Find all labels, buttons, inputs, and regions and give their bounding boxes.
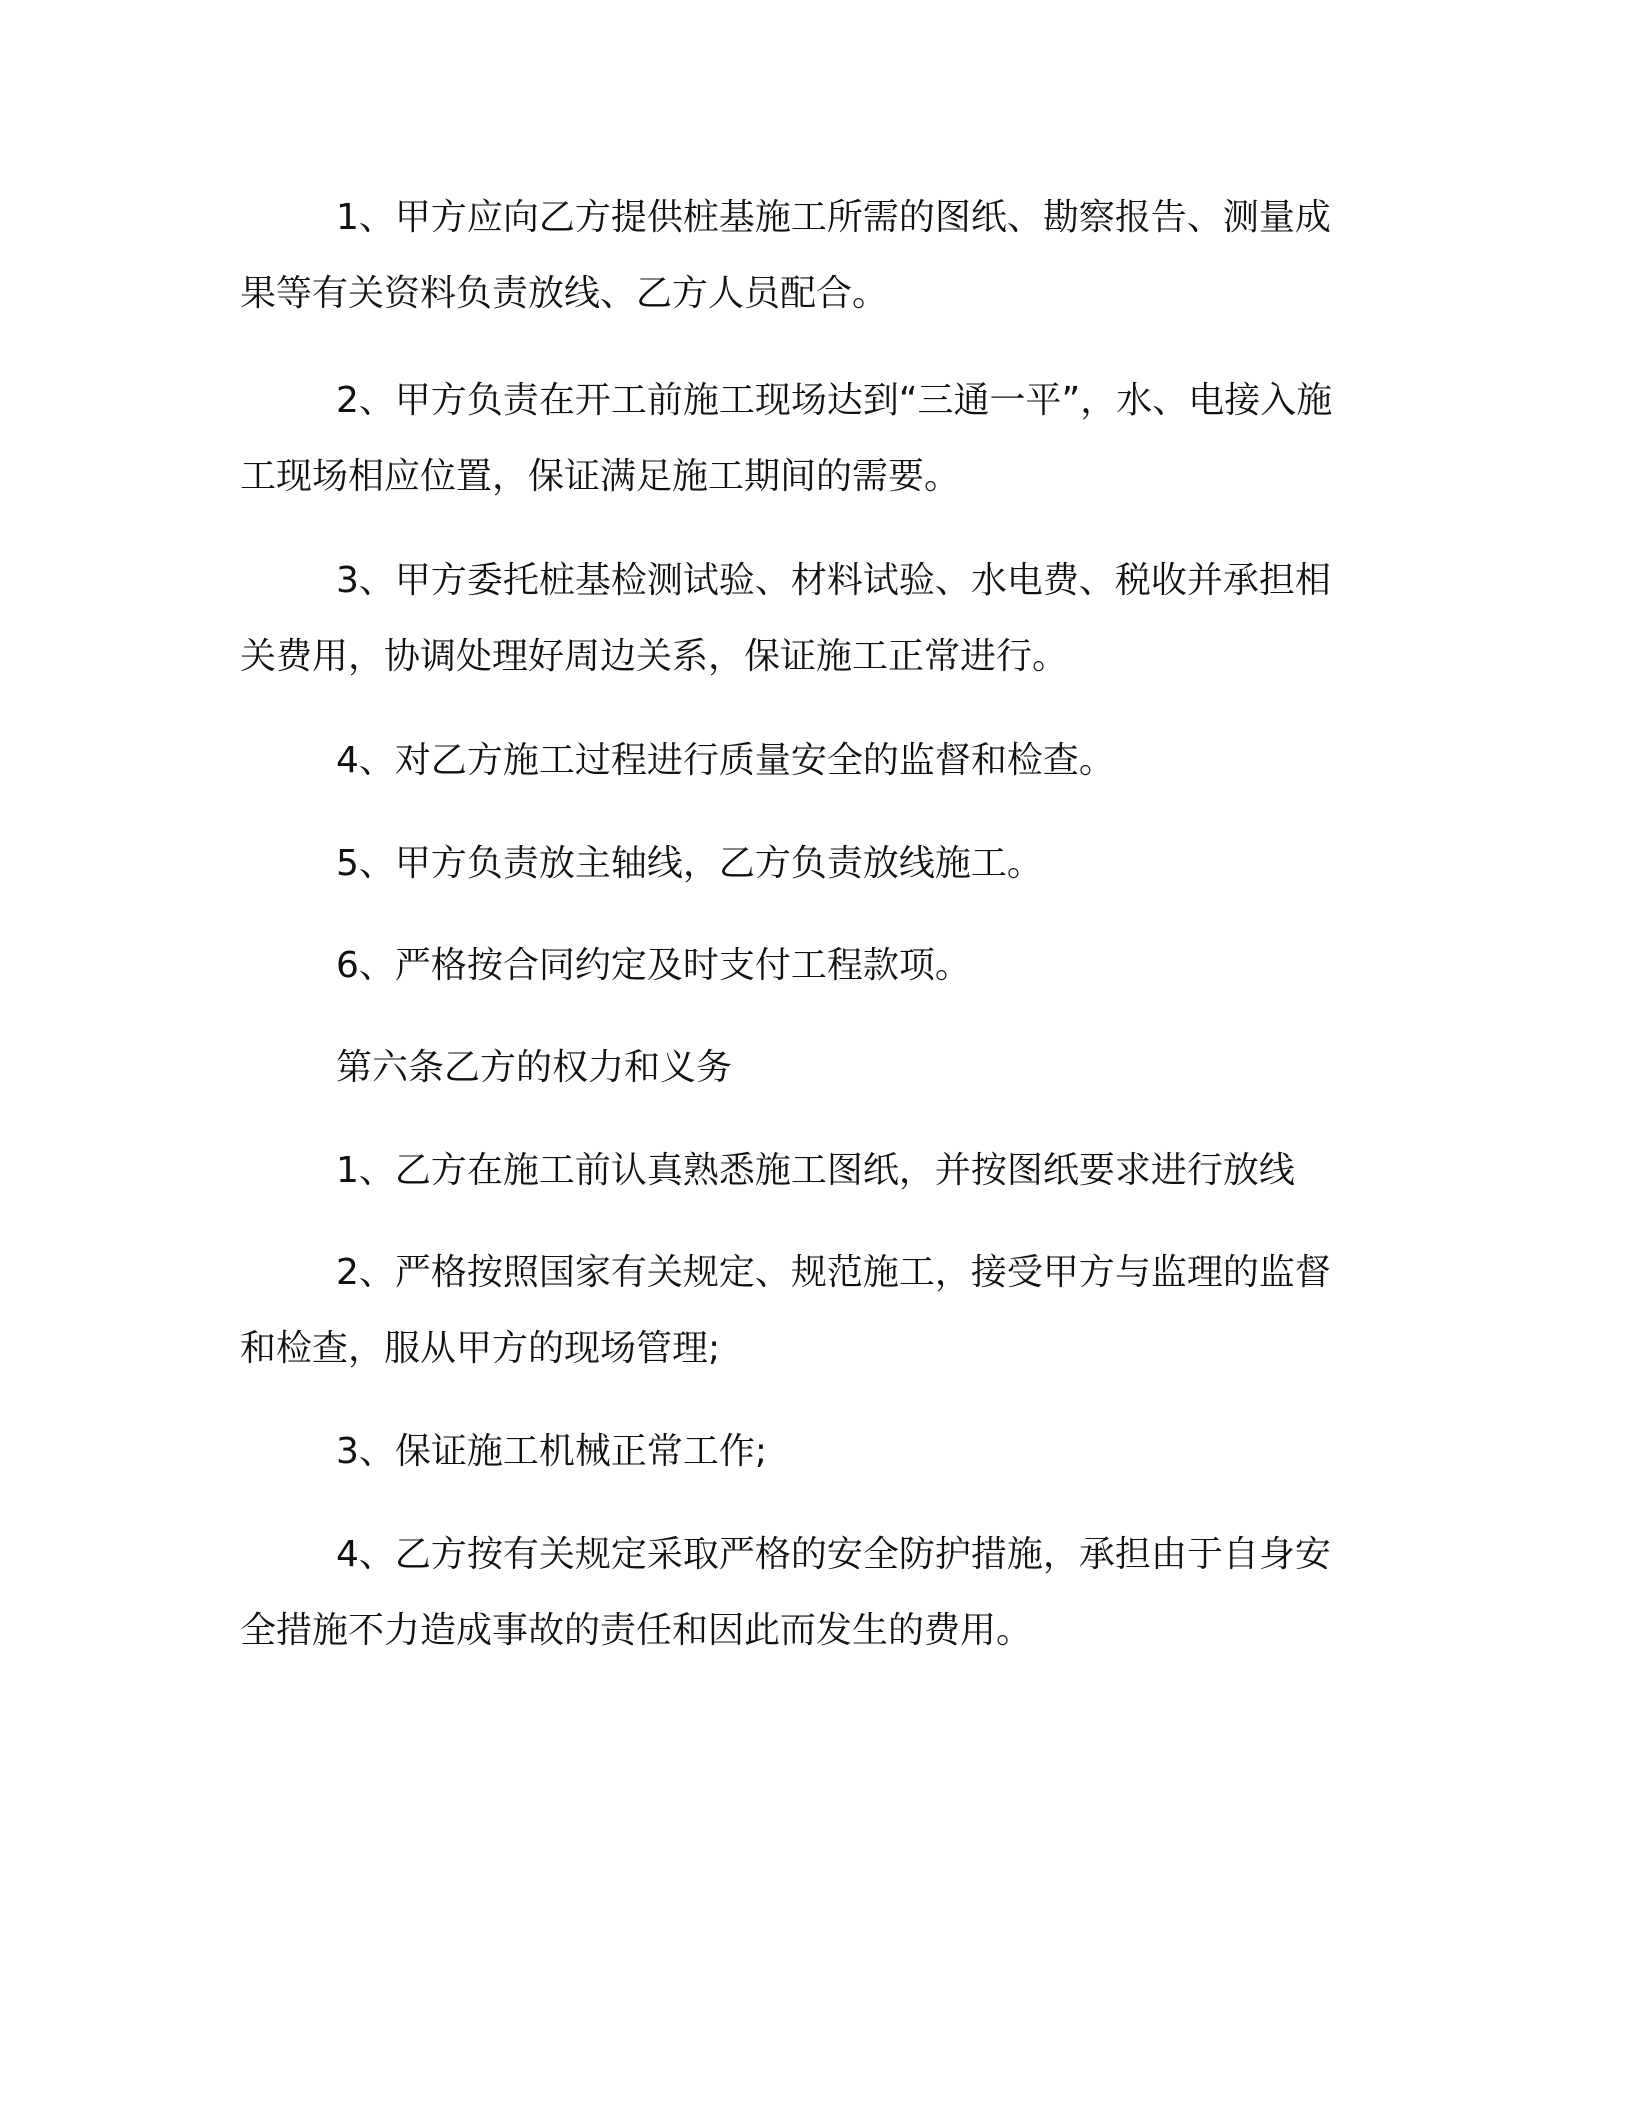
contractor-obligation-3: 3、保证施工机械正常工作;: [336, 1431, 768, 1472]
section-heading: 第六条乙方的权力和义务: [336, 1047, 733, 1088]
contractor-obligation-4: 4、乙方按有关规定采取严格的安全防护措施，承担由于自身安全措施不力造成事故的责任和因此而发生的费用。: [240, 1534, 1331, 1651]
owner-obligation-4: 4、对乙方施工过程进行质量安全的监督和检查。: [336, 740, 1115, 781]
owner-obligation-2: 2、甲方负责在开工前施工现场达到“三通一平”，水、电接入施工现场相应位置，保证满足施工期间的需要。: [240, 380, 1333, 497]
owner-obligation-5: 5、甲方负责放主轴线，乙方负责放线施工。: [336, 843, 1043, 884]
owner-obligation-1: 1、甲方应向乙方提供桩基施工所需的图纸、勘察报告、测量成果等有关资料负责放线、乙方人员配合。: [240, 197, 1331, 314]
contractor-obligation-2: 2、严格按照国家有关规定、规范施工，接受甲方与监理的监督和检查，服从甲方的现场管理;: [240, 1252, 1331, 1369]
contractor-obligation-1: 1、乙方在施工前认真熟悉施工图纸，并按图纸要求进行放线: [336, 1150, 1295, 1191]
owner-obligation-3: 3、甲方委托桩基检测试验、材料试验、水电费、税收并承担相关费用，协调处理好周边关系，保证施工正常进行。: [240, 560, 1331, 677]
owner-obligation-6: 6、严格按合同约定及时支付工程款项。: [336, 945, 971, 986]
